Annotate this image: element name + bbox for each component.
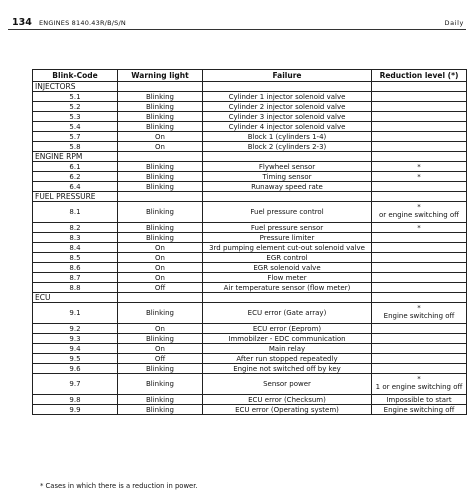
blink-code-table — [32, 69, 467, 415]
table-row — [33, 162, 467, 172]
table-row — [33, 263, 467, 273]
reduction-level-cell — [372, 253, 467, 263]
warning-light-cell: Blinking — [118, 202, 203, 223]
table-row — [33, 324, 467, 334]
header-rule — [8, 29, 466, 30]
footnote: * Cases in which there is a reduction in power. — [40, 482, 198, 490]
reduction-level-cell — [372, 243, 467, 253]
failure-cell: Cylinder 1 injector solenoid valve — [203, 92, 372, 102]
blink-code-cell: 8.1 — [33, 202, 118, 223]
warning-light-cell: Blinking — [118, 122, 203, 132]
reduction-level-cell — [372, 374, 467, 395]
reduction-level-cell — [372, 303, 467, 324]
failure-cell: EGR control — [203, 253, 372, 263]
failure-cell: Timing sensor — [203, 172, 372, 182]
blink-code-cell: 5.1 — [33, 92, 118, 102]
empty-cell — [203, 82, 372, 92]
table-row — [33, 243, 467, 253]
reduction-level-cell: Impossible to start — [372, 395, 467, 405]
section-row — [33, 293, 467, 303]
blink-code-cell: 6.4 — [33, 182, 118, 192]
blink-code-cell: 9.1 — [33, 303, 118, 324]
warning-light-cell: On — [118, 344, 203, 354]
table-row — [33, 283, 467, 293]
reduction-level-cell: * — [372, 172, 467, 182]
blink-code-cell: 5.4 — [33, 122, 118, 132]
failure-cell: Fuel pressure control — [203, 202, 372, 223]
reduction-level-cell — [372, 112, 467, 122]
empty-cell — [372, 82, 467, 92]
failure-cell: Runaway speed rate — [203, 182, 372, 192]
blink-code-cell: 5.2 — [33, 102, 118, 112]
table-row — [33, 92, 467, 102]
reduction-level-cell — [372, 324, 467, 334]
blink-code-cell: 9.4 — [33, 344, 118, 354]
blink-code-cell: 8.5 — [33, 253, 118, 263]
table-row — [33, 172, 467, 182]
table-row — [33, 374, 467, 395]
warning-light-cell: Blinking — [118, 112, 203, 122]
warning-light-cell: Blinking — [118, 182, 203, 192]
blink-code-cell: 9.6 — [33, 364, 118, 374]
reduction-asterisk: * — [417, 375, 421, 384]
failure-cell: Immobilzer - EDC communication — [203, 334, 372, 344]
empty-cell — [203, 293, 372, 303]
table-row — [33, 273, 467, 283]
blink-code-cell: 8.3 — [33, 233, 118, 243]
empty-cell — [203, 152, 372, 162]
reduction-level-cell — [372, 334, 467, 344]
blink-code-cell: 8.6 — [33, 263, 118, 273]
failure-cell: EGR solenoid valve — [203, 263, 372, 273]
table-header-row — [33, 70, 467, 82]
failure-cell: Sensor power — [203, 374, 372, 395]
table-row — [33, 253, 467, 263]
table-row — [33, 344, 467, 354]
table-row — [33, 395, 467, 405]
blink-code-cell: 9.7 — [33, 374, 118, 395]
reduction-level-cell: * — [372, 162, 467, 172]
warning-light-cell: Blinking — [118, 364, 203, 374]
table-row — [33, 122, 467, 132]
warning-light-cell: Blinking — [118, 92, 203, 102]
failure-cell: Cylinder 4 injector solenoid valve — [203, 122, 372, 132]
empty-cell — [118, 192, 203, 202]
empty-cell — [118, 152, 203, 162]
reduction-level-cell: Engine switching off — [372, 405, 467, 415]
failure-cell: 3rd pumping element cut-out solenoid valve — [203, 243, 372, 253]
failure-cell: Cylinder 3 injector solenoid valve — [203, 112, 372, 122]
warning-light-cell: Blinking — [118, 405, 203, 415]
table-row — [33, 303, 467, 324]
warning-light-cell: On — [118, 142, 203, 152]
warning-light-cell: Blinking — [118, 395, 203, 405]
table-row — [33, 233, 467, 243]
reduction-asterisk: * — [417, 304, 421, 313]
reduction-text: Engine switching off — [383, 312, 455, 321]
table-row — [33, 112, 467, 122]
table-row — [33, 142, 467, 152]
reduction-level-cell — [372, 122, 467, 132]
failure-cell: Pressure limiter — [203, 233, 372, 243]
blink-code-cell: 5.8 — [33, 142, 118, 152]
empty-cell — [372, 192, 467, 202]
failure-cell: Flow meter — [203, 273, 372, 283]
reduction-level-cell: * — [372, 223, 467, 233]
column-header-blink-code: Blink-Code — [33, 70, 118, 82]
section-row — [33, 82, 467, 92]
reduction-level-cell — [372, 354, 467, 364]
failure-cell: Air temperature sensor (flow meter) — [203, 283, 372, 293]
reduction-level-cell — [372, 202, 467, 223]
page-header — [0, 0, 474, 30]
warning-light-cell: Blinking — [118, 334, 203, 344]
section-title: ENGINE RPM — [33, 152, 118, 162]
failure-cell: ECU error (Eeprom) — [203, 324, 372, 334]
failure-cell: Block 1 (cylinders 1-4) — [203, 132, 372, 142]
empty-cell — [118, 293, 203, 303]
warning-light-cell: On — [118, 132, 203, 142]
empty-cell — [372, 152, 467, 162]
reduction-level-cell — [372, 92, 467, 102]
warning-light-cell: Blinking — [118, 162, 203, 172]
document-title: ENGINES 8140.43R/B/S/N — [39, 19, 126, 27]
reduction-text: 1 or engine switching off — [375, 383, 463, 392]
reduction-level-cell — [372, 233, 467, 243]
blink-code-cell: 5.3 — [33, 112, 118, 122]
column-header-reduction-level: Reduction level (*) — [372, 70, 467, 82]
blink-code-cell: 9.3 — [33, 334, 118, 344]
warning-light-cell: Blinking — [118, 374, 203, 395]
reduction-level-cell — [372, 263, 467, 273]
blink-code-cell: 8.7 — [33, 273, 118, 283]
warning-light-cell: Blinking — [118, 233, 203, 243]
section-title: ECU — [33, 293, 118, 303]
blink-code-cell: 5.7 — [33, 132, 118, 142]
table-row — [33, 223, 467, 233]
section-title: INJECTORS — [33, 82, 118, 92]
reduction-level-cell — [372, 182, 467, 192]
section-title: FUEL PRESSURE — [33, 192, 118, 202]
failure-cell: ECU error (Gate array) — [203, 303, 372, 324]
table-row — [33, 334, 467, 344]
warning-light-cell: Blinking — [118, 102, 203, 112]
table-row — [33, 364, 467, 374]
warning-light-cell: Off — [118, 283, 203, 293]
failure-cell: After run stopped repeatedly — [203, 354, 372, 364]
failure-cell: ECU error (Checksum) — [203, 395, 372, 405]
warning-light-cell: On — [118, 253, 203, 263]
warning-light-cell: On — [118, 324, 203, 334]
reduction-asterisk: * — [417, 203, 421, 212]
warning-light-cell: On — [118, 273, 203, 283]
reduction-text: or engine switching off — [379, 211, 459, 220]
table-row — [33, 132, 467, 142]
failure-cell: Block 2 (cylinders 2-3) — [203, 142, 372, 152]
warning-light-cell: Blinking — [118, 172, 203, 182]
empty-cell — [203, 192, 372, 202]
reduction-level-cell — [372, 142, 467, 152]
blink-code-cell: 9.8 — [33, 395, 118, 405]
table-row — [33, 354, 467, 364]
column-header-failure: Failure — [203, 70, 372, 82]
table-row — [33, 182, 467, 192]
failure-cell: ECU error (Operating system) — [203, 405, 372, 415]
blink-code-cell: 6.2 — [33, 172, 118, 182]
section-row — [33, 192, 467, 202]
reduction-level-cell — [372, 132, 467, 142]
blink-code-cell: 8.4 — [33, 243, 118, 253]
column-header-warning-light: Warning light — [118, 70, 203, 82]
warning-light-cell: Blinking — [118, 303, 203, 324]
blink-code-cell: 8.8 — [33, 283, 118, 293]
reduction-level-cell — [372, 273, 467, 283]
failure-cell: Engine not switched off by key — [203, 364, 372, 374]
table-row — [33, 102, 467, 112]
warning-light-cell: On — [118, 243, 203, 253]
blink-code-cell: 9.5 — [33, 354, 118, 364]
failure-cell: Main relay — [203, 344, 372, 354]
page-number: 134 — [12, 17, 32, 28]
failure-cell: Fuel pressure sensor — [203, 223, 372, 233]
reduction-level-cell — [372, 102, 467, 112]
warning-light-cell: On — [118, 263, 203, 273]
blink-code-cell: 6.1 — [33, 162, 118, 172]
blink-code-cell: 9.9 — [33, 405, 118, 415]
table-body — [33, 82, 467, 415]
empty-cell — [118, 82, 203, 92]
warning-light-cell: Blinking — [118, 223, 203, 233]
table-row — [33, 405, 467, 415]
section-row — [33, 152, 467, 162]
reduction-level-cell — [372, 364, 467, 374]
empty-cell — [372, 293, 467, 303]
table-row — [33, 202, 467, 223]
blink-code-cell: 9.2 — [33, 324, 118, 334]
failure-cell: Cylinder 2 injector solenoid valve — [203, 102, 372, 112]
warning-light-cell: Off — [118, 354, 203, 364]
blink-code-cell: 8.2 — [33, 223, 118, 233]
reduction-level-cell — [372, 283, 467, 293]
failure-cell: Flywheel sensor — [203, 162, 372, 172]
reduction-level-cell — [372, 344, 467, 354]
brand-label: Daily — [444, 19, 464, 27]
